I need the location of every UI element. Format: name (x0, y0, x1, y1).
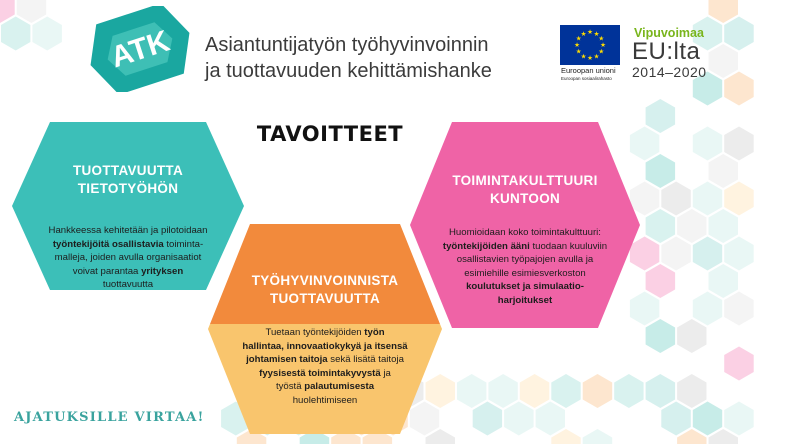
background-hexagon (32, 17, 62, 51)
background-hexagon (677, 209, 706, 243)
eu-star-icon: ★ (587, 54, 593, 63)
goal-1-text: Hankkeessa kehitetään ja pilotoidaan työntekijöitä osallistavia toiminta- malleja, joiden avulla organisaatiot voivat parantaa yrityksen tuottavuutta (48, 225, 208, 291)
background-hexagon (473, 402, 502, 436)
background-hexagon (724, 182, 754, 216)
background-hexagon (1, 17, 30, 51)
project-title-line2: ja tuottavuuden kehittämishanke (205, 60, 492, 82)
eu-star-icon: ★ (598, 34, 605, 43)
background-hexagon (677, 319, 706, 353)
goal-2-heading: TYÖHYVINVOINNISTA TUOTTAVUUTTA (251, 273, 399, 306)
eu-star-icon: ★ (575, 34, 582, 43)
eu-star-icon: ★ (598, 47, 605, 56)
eu-star-icon: ★ (580, 52, 587, 61)
background-hexagon (724, 347, 754, 381)
eu-flag-icon (560, 25, 620, 65)
background-hexagon (488, 374, 517, 408)
eu-star-icon: ★ (593, 29, 600, 38)
svg-text:ATK: ATK (106, 24, 174, 75)
background-hexagon (457, 374, 486, 408)
eu-star-icon: ★ (575, 47, 582, 56)
background-hexagon (724, 402, 754, 436)
background-hexagon (661, 237, 691, 271)
background-hexagon (17, 0, 47, 23)
background-hexagon (551, 374, 580, 408)
background-hexagon (583, 374, 613, 408)
background-hexagon (709, 209, 739, 243)
goals-title: TAVOITTEET (256, 122, 404, 146)
eu-star-icon: ★ (580, 29, 587, 38)
background-hexagon (504, 402, 533, 436)
background-hexagon (677, 374, 706, 408)
eu-star-icon: ★ (593, 52, 600, 61)
background-hexagon (724, 17, 754, 51)
background-hexagon (724, 72, 754, 106)
slogan: AJATUKSILLE VIRTAA! (14, 410, 205, 425)
background-hexagon (646, 154, 676, 188)
background-hexagon (693, 402, 722, 436)
goal-2-text: Tuetaan työntekijöiden työn hallintaa, innovaatiokykyä ja itsensä johtamisen taitoja sekä lisätä taitoja fyysisestä toimintakyvystä ja työstä palautumisesta huolehtimiseen (242, 327, 408, 406)
years-label: 2014–2020 (632, 64, 707, 80)
background-hexagon (646, 209, 676, 243)
background-hexagon (646, 99, 676, 133)
goal-3-heading: TOIMINTAKULTTUURI KUNTOON (452, 173, 598, 206)
background-hexagon (536, 402, 565, 436)
eu-star-icon: ★ (587, 28, 593, 37)
background-hexagon (646, 374, 676, 408)
eu-star-icon: ★ (574, 41, 580, 50)
background-hexagon (724, 237, 754, 271)
background-hexagon (646, 264, 676, 298)
background-hexagon (709, 264, 739, 298)
background-hexagon (724, 127, 754, 161)
eu-lta-label: EU:lta (632, 38, 701, 65)
background-hexagon (693, 182, 722, 216)
background-hexagon (709, 154, 739, 188)
goal-3-text: Huomioidaan koko toimintakulttuuri: työntekijöiden ääni tuodaan kuuluviin osallistavien työpajojen avulla ja esimiehille esimiesverkoston koulutukset ja simulaatio- harjoitukset (442, 227, 608, 306)
goal-1-heading: TUOTTAVUUTTA TIETOTYÖHÖN (72, 163, 184, 196)
eu-star-icon: ★ (600, 41, 606, 50)
background-hexagon (709, 0, 739, 23)
background-hexagon (709, 44, 739, 78)
background-hexagon (693, 127, 722, 161)
project-title-line1: Asiantuntijatyön työhyvinvoinnin (205, 34, 489, 56)
background-hexagon (724, 292, 754, 326)
vipuvoimaa-label: Vipuvoimaa (634, 26, 704, 40)
background-hexagon (661, 402, 691, 436)
background-hexagon (614, 374, 643, 408)
eu-label: Euroopan unioni (561, 66, 616, 75)
background-hexagon (646, 319, 676, 353)
background-hexagon (693, 237, 722, 271)
atk-logo (88, 6, 192, 92)
background-hexagon (693, 292, 722, 326)
project-title (205, 32, 492, 84)
eu-sublabel: Euroopan sosiaalirahasto (561, 76, 612, 81)
background-hexagon (661, 182, 691, 216)
background-hexagon (583, 429, 613, 444)
background-hexagon (520, 374, 550, 408)
